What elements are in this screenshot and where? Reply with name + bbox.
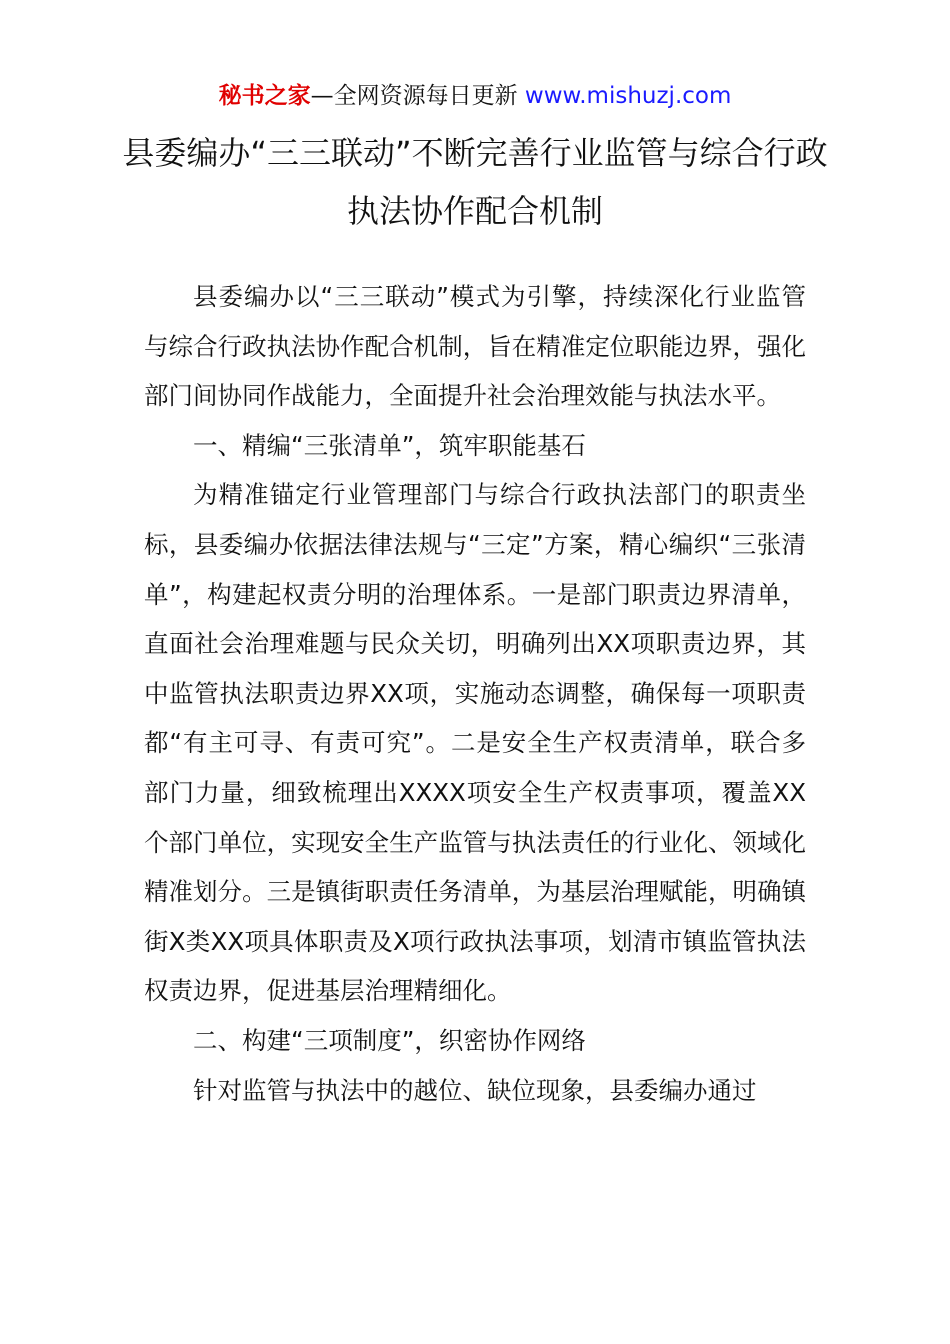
site-header (0, 80, 950, 112)
site-url-link[interactable]: www.mishuzj.com (524, 83, 732, 109)
section-heading-2: 二、构建“三项制度”，织密协作网络 (193, 1025, 586, 1055)
site-tagline: —全网资源每日更新 (310, 83, 525, 109)
section-heading-1: 一、精编“三张清单”，筑牢职能基石 (193, 430, 586, 460)
section-2-paragraph: 针对监管与执法中的越位、缺位现象，县委编办通过 (193, 1075, 757, 1105)
site-brand: 秘书之家 (218, 83, 311, 109)
document-body (144, 272, 806, 1115)
document-title: 县委编办“三三联动”不断完善行业监管与综合行政执法协作配合机制 (122, 134, 828, 230)
section-1-paragraph: 为精准锚定行业管理部门与综合行政执法部门的职责坐标，县委编办依据法律法规与“三定”方案，精心编织“三张清单”，构建起权责分明的治理体系。一是部门职责边界清单，直面社会治理难题与民众关切，明确列出XX项职责边界，其中监管执法职责边界XX项，实施动态调整，确保每一项职责都“有主可寻、有责可究”。二是安全生产权责清单，联合多部门力量，细致梳理出XXXX项安全生产权责事项，覆盖XX个部门单位，实现安全生产监管与执法责任的行业化、领域化精准划分。三是镇街职责任务清单，为基层治理赋能，明确镇街X类XX项具体职责及X项行政执法事项，划清市镇监管执法权责边界，促进基层治理精细化。 (144, 480, 806, 1006)
intro-paragraph: 县委编办以“三三联动”模式为引擎，持续深化行业监管与综合行政执法协作配合机制，旨在精准定位职能边界，强化部门间协同作战能力，全面提升社会治理效能与执法水平。 (144, 282, 806, 411)
